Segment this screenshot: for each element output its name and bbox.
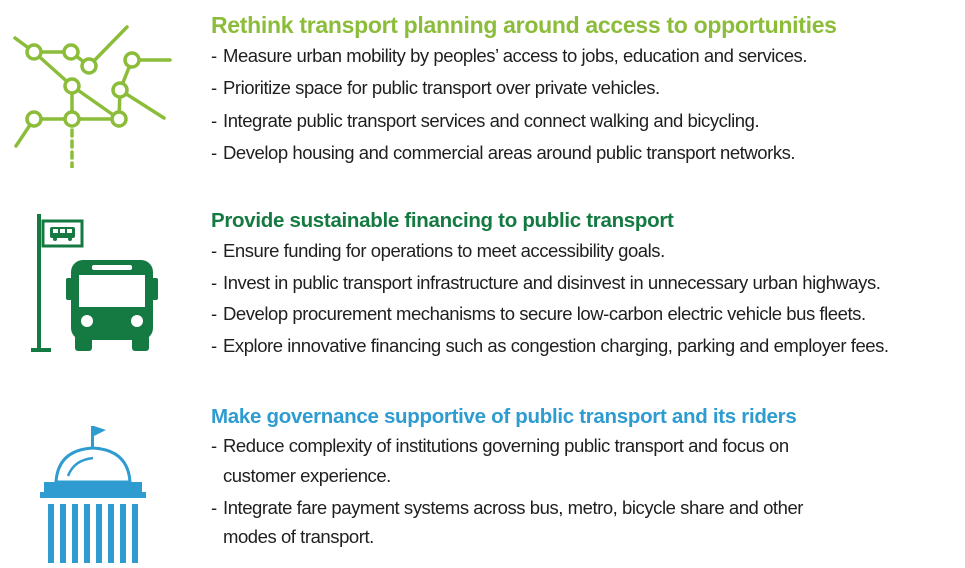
list-item: - Ensure funding for operations to meet accessibility goals. <box>211 235 965 267</box>
list-item: - Measure urban mobility by peoples’ access to jobs, education and services. <box>211 40 965 72</box>
transit-network-map-icon <box>12 12 172 173</box>
governance-heading: Make governance supportive of public transport and its riders <box>211 405 797 428</box>
governance-list <box>211 431 965 552</box>
planning-content <box>211 10 965 169</box>
list-item: - Reduce complexity of institutions governing public transport and focus on customer experience. <box>211 431 965 490</box>
list-item: - Prioritize space for public transport over private vehicles. <box>211 72 965 104</box>
list-item: - Invest in public transport infrastructure and disinvest in unnecessary urban highways. <box>211 267 965 299</box>
financing-heading: Provide sustainable financing to public transport <box>211 209 674 232</box>
list-item: - Integrate fare payment systems across bus, metro, bicycle share and other modes of transport. <box>211 493 965 552</box>
planning-heading: Rethink transport planning around access to opportunities <box>211 12 837 38</box>
governance-content <box>211 403 965 554</box>
list-item: - Develop housing and commercial areas around public transport networks. <box>211 137 965 169</box>
financing-list <box>211 235 965 361</box>
list-item: - Develop procurement mechanisms to secure low-carbon electric vehicle bus fleets. <box>211 298 965 330</box>
bus-stop-icon <box>30 212 158 359</box>
list-item: - Integrate public transport services and connect walking and bicycling. <box>211 105 965 137</box>
financing-content <box>211 207 965 361</box>
government-building-icon <box>36 424 150 568</box>
list-item: - Explore innovative financing such as congestion charging, parking and employer fees. <box>211 330 965 362</box>
planning-list <box>211 40 965 169</box>
